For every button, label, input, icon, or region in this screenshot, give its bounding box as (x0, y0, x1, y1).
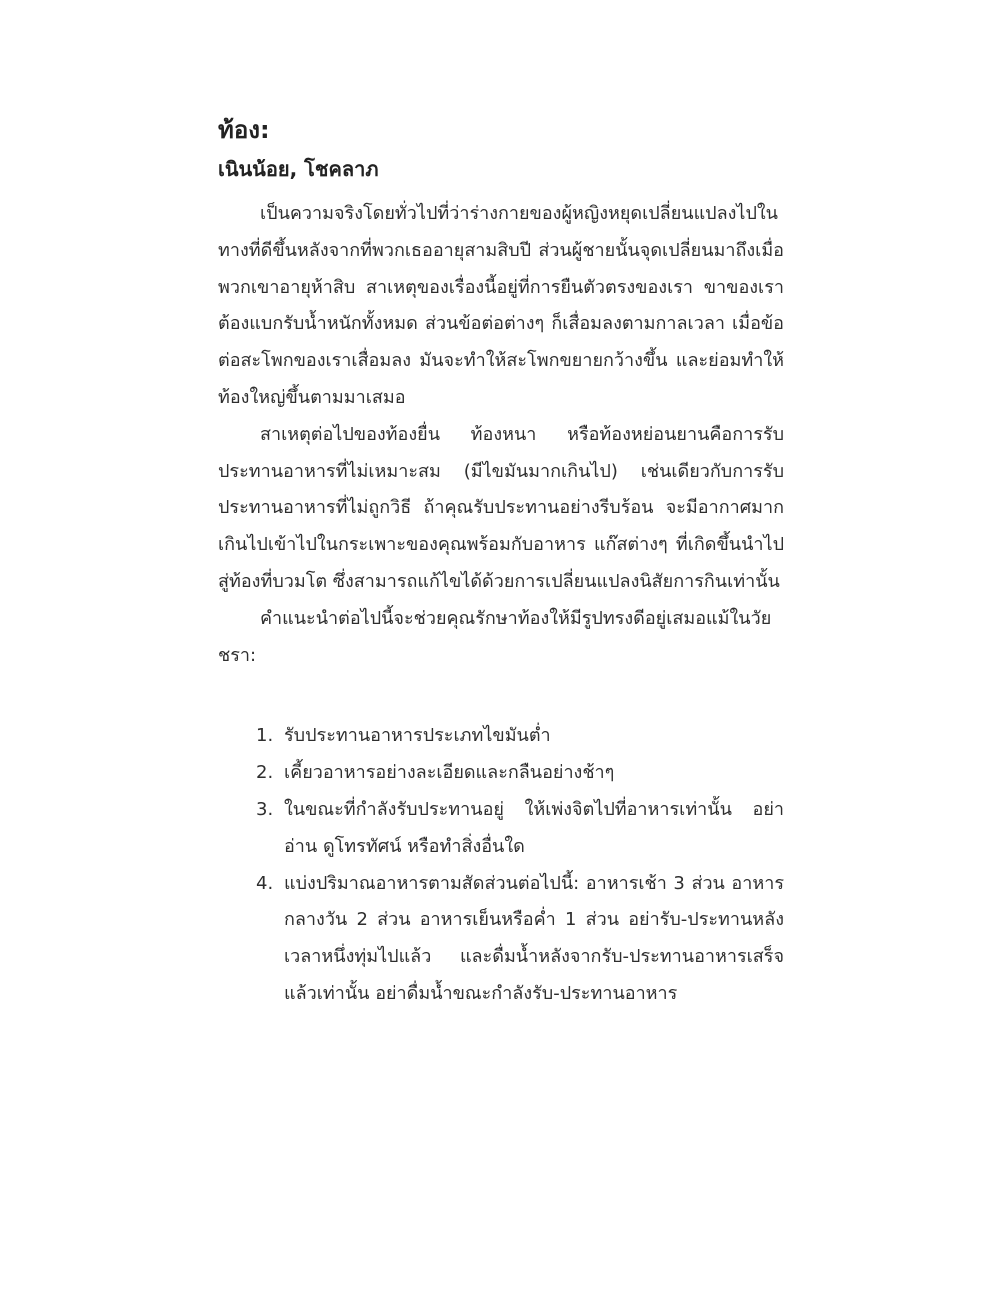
list-item-text: แบ่งปริมาณอาหารตามสัดส่วนต่อไปนี้: อาหารเช้า 3 ส่วน อาหารกลางวัน 2 ส่วน อาหารเย็นหรือค่ำ 1 ส่วน อย่ารับ-ประทานหลังเวลาหนึ่งทุ่มไปแล้ว และดื่มน้ำหลังจากรับ-ประทานอาหารเสร็จแล้วเท่านั้น อย่าดื่มน้ำขณะกำลังรับ-ประทานอาหาร (284, 872, 784, 1004)
list-item-number: 4. (256, 872, 274, 894)
list-item (218, 718, 784, 755)
page-title: ท้อง: (218, 116, 270, 144)
document-page (218, 110, 784, 1013)
paragraph-1: เป็นความจริงโดยทั่วไปที่ว่าร่างกายของผู้หญิงหยุดเปลี่ยนแปลงไปในทางที่ดีขึ้นหลังจากที่พวกเธออายุสามสิบปี ส่วนผู้ชายนั้นจุดเปลี่ยนมาถึงเมื่อพวกเขาอายุห้าสิบ สาเหตุของเรื่องนี้อยู่ที่การยืนตัวตรงของเรา ขาของเราต้องแบกรับน้ำหนักทั้งหมด ส่วนข้อต่อต่างๆ ก็เสื่อมลงตามกาลเวลา เมื่อข้อต่อสะโพกของเราเสื่อมลง มันจะทำให้สะโพกขยายกว้างขึ้น และย่อมทำให้ท้องใหญ่ขึ้นตามมาเสมอ (218, 203, 784, 408)
section-spacer (218, 674, 784, 718)
tips-list (218, 718, 784, 1012)
list-item (218, 792, 784, 866)
paragraph-2: สาเหตุต่อไปของท้องยื่น ท้องหนา หรือท้องหย่อนยานคือการรับประทานอาหารที่ไม่เหมาะสม (มีไขมันมากเกินไป) เช่นเดียวกับการรับประทานอาหารที่ไม่ถูกวิธี ถ้าคุณรับประทานอย่างรีบร้อน จะมีอากาศมากเกินไปเข้าไปในกระเพาะของคุณพร้อมกับอาหาร แก๊สต่างๆ ที่เกิดขึ้นนำไปสู่ท้องที่บวมโต ซึ่งสามารถแก้ไขได้ด้วยการเปลี่ยนแปลงนิสัยการกินเท่านั้น (218, 423, 784, 592)
list-item-number: 1. (256, 725, 274, 747)
list-item (218, 755, 784, 792)
list-item-text: รับประทานอาหารประเภทไขมันต่ำ (284, 725, 551, 747)
list-item-text: ในขณะที่กำลังรับประทานอยู่ ให้เพ่งจิตไปที่อาหารเท่านั้น อย่าอ่าน ดูโทรทัศน์ หรือทำสิ่งอื่นใด (284, 798, 784, 857)
list-item-number: 2. (256, 762, 274, 784)
list-item-number: 3. (256, 798, 274, 820)
list-item (218, 866, 784, 1013)
list-item-text: เคี้ยวอาหารอย่างละเอียดและกลืนอย่างช้าๆ (284, 762, 615, 784)
page-subtitle: เนินน้อย, โชคลาภ (218, 157, 379, 181)
paragraph-3: คำแนะนำต่อไปนี้จะช่วยคุณรักษาท้องให้มีรูปทรงดีอยู่เสมอแม้ในวัยชรา: (218, 607, 772, 666)
